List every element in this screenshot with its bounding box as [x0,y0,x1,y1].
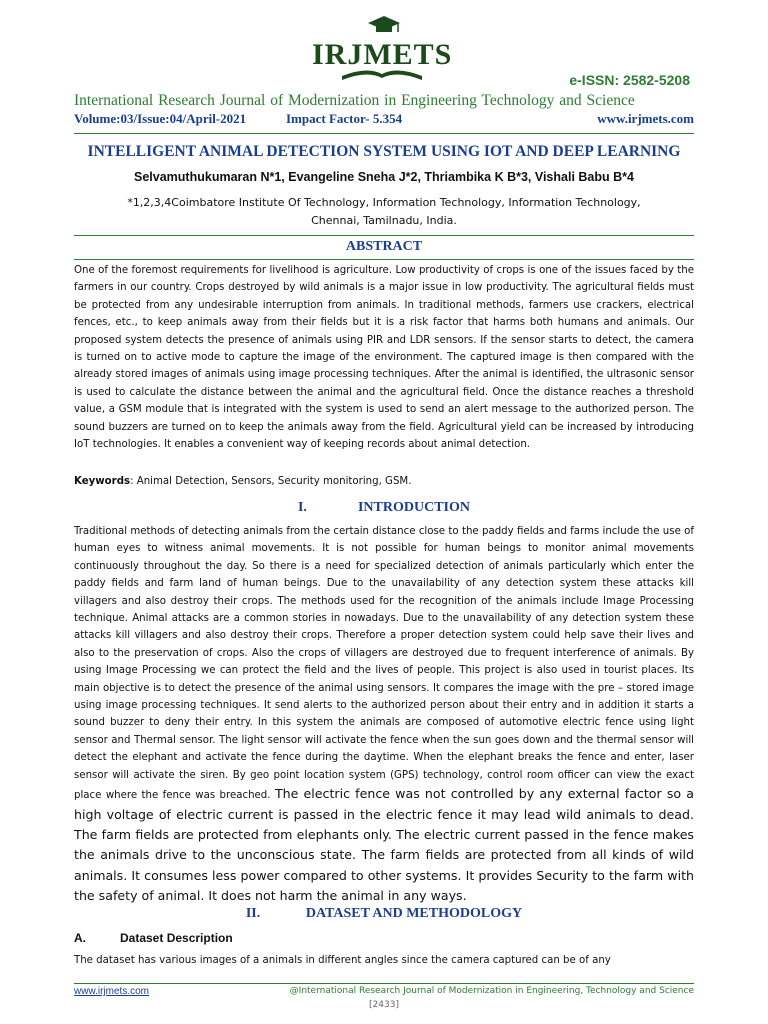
journal-website[interactable]: www.irjmets.com [597,111,694,126]
footer-website-link[interactable]: www.irjmets.com [74,986,150,997]
paper-title: INTELLIGENT ANIMAL DETECTION SYSTEM USING IOT AND DEEP LEARNING [87,143,681,160]
section-1-text-large: The electric fence was not controlled by any external factor so a high voltage of electric current is passed in the electric fence it may lead wild animals to dead. The farm fields are protected from elephants only. The electric current passed in the fence makes the animals drive to the unconscious state. The farm fields are protected from all kinds of wild animals. It consumes less power compared to other systems. It provides Security to the farm with the safety of animal. It does not harm the animal in any ways. [74,786,694,904]
affiliation-line-2: Chennai, Tamilnadu, India. [311,214,457,227]
affiliation-line-1: *1,2,3,4Coimbatore Institute Of Technology, Information Technology, Information Technology, [127,196,641,209]
keywords [74,476,694,487]
journal-name: International Research Journal of Modernization in Engineering Technology and Science [74,92,635,109]
section-2-heading [74,906,694,922]
subsection-a-heading [74,931,694,945]
abstract-divider-bottom [74,259,694,260]
footer-copyright: @International Research Journal of Modernization in Engineering, Technology and Science [289,986,694,996]
volume-info: Volume:03/Issue:04/April-2021 [74,111,247,126]
subsection-a-letter: A. [74,931,86,945]
section-2-title: DATASET AND METHODOLOGY [305,906,523,921]
header-divider [74,133,694,134]
abstract-divider-top [74,235,694,236]
impact-factor: Impact Factor- 5.354 [286,111,403,126]
journal-meta-row [74,111,694,129]
issn: e-ISSN: 2582-5208 [569,72,690,88]
subsection-a-title: Dataset Description [120,931,233,945]
section-1-text-small: Traditional methods of detecting animals from the certain distance close to the paddy fields and farms include the use of human eyes to witness animal movements. It is not possible for human beings to monitor animal movements continuously throughout the day. So there is a need for specialized detection of animals particularly which enter the paddy fields and farm land of human beings. Due to the unavailability of any detection system these attacks kill villagers and also destroy their crops. The methods used for the recognition of the animals include Image Processing technique. Animal attacks are a common stories in nowadays. Due to the unavailability of any detection system these attacks kill villagers and also destroy their crops. Therefore a proper detection system could help save their lives and also to the preservation of crops. Also the crops of villagers are destroyed due to frequent interference of animals. By using Image Processing we can protect the field and the lives of people. This project is also used in tourist places. Its main objective is to detect the presence of the animal using sensors. It compares the image with the pre – stored image using image processing techniques. It send alerts to the authorized person about their entry and in addition it starts a sound buzzer to deny their entry. In this system the animals are composed of automotive electric fence using light sensor and Thermal sensor. The light sensor will activate the fence when the sun goes down and the thermal sensor will detect the elephant and activate the fence during the daytime. When the elephant breaks the fence and enter, laser sensor will activate the siren. By geo point location system (GPS) technology, control room officer can view the exact place where the fence was breached. [74,526,694,802]
section-1-body [74,523,694,907]
section-2-number: II. [245,906,261,921]
keywords-label: Keywords [74,476,131,487]
section-2-text: The dataset has various images of a animals in different angles since the camera captured can be of any [74,955,611,966]
keywords-list: : Animal Detection, Sensors, Security monitoring, GSM. [130,476,412,487]
section-1-title: INTRODUCTION [357,500,470,515]
abstract-text: One of the foremost requirements for livelihood is agriculture. Low productivity of crops is one of the issues faced by the farmers in our country. Crops destroyed by wild animals is a major issue in low productivity. The agricultural fields must be protected from any undesirable interruption from animals. In traditional methods, farmers use crackers, electrical fences, etc., to keep animals away from their fields but it is a risk factor that harms both humans and animals. Our proposed system detects the presence of animals using PIR and LDR sensors. If the sensor starts to detect, the camera is turned on to active mode to capture the image of the environment. The captured image is then compared with the already stored images of animals using image processing techniques. After the animal is identified, the ultrasonic sensor is used to calculate the distance between the animal and the agricultural field. Once the distance reaches a threshold value, a GSM module that is integrated with the system is used to send an alert message to the authorized person. The sound buzzers are turned on to keep the animals away from the field. Agricultural yield can be increased by introducing IoT technologies. It enables a convenient way of keeping records about animal detection. [74,265,694,451]
journal-logo [312,14,452,84]
paper-authors: Selvamuthukumaran N*1, Evangeline Sneha J*2, Thriambika K B*3, Vishali Babu B*4 [134,170,634,184]
section-1-heading [74,500,694,516]
paper-affiliation [74,194,694,230]
page-number: [2433] [369,1000,399,1010]
section-1-number: I. [297,500,307,515]
logo-wordmark: IRJMETS [312,38,453,71]
footer-divider [74,983,694,984]
abstract-heading: ABSTRACT [345,239,423,254]
